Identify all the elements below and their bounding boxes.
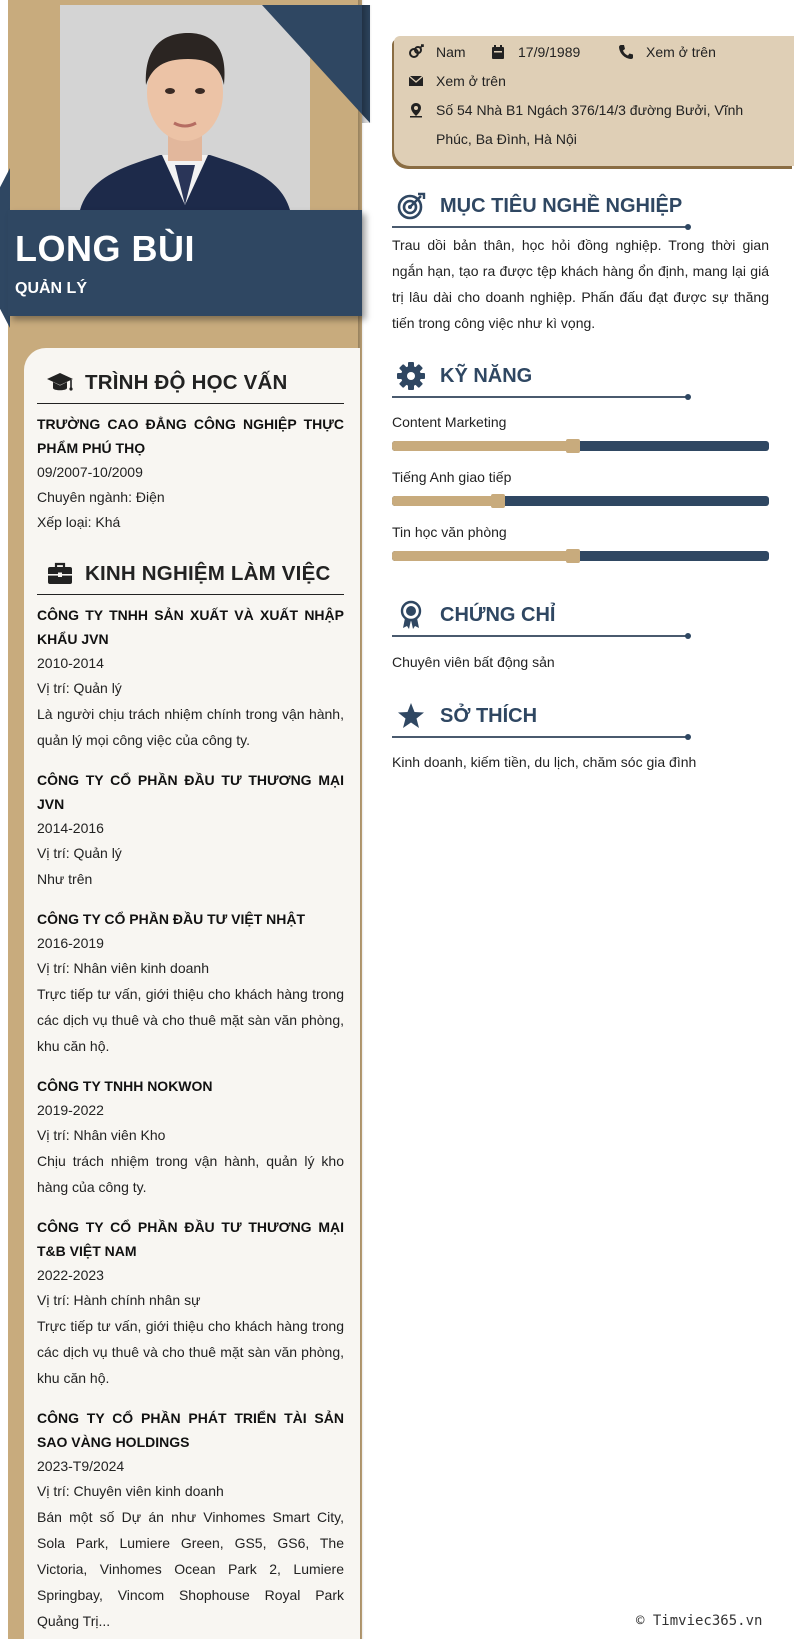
job-description: Trực tiếp tư vấn, giới thiệu cho khách hàng trong các dịch vụ thuê và cho thuê mặt sàn văn phòng, khu căn hộ. xyxy=(37,1318,344,1386)
email-row xyxy=(408,73,506,89)
job-company: CÔNG TY CỔ PHẦN ĐẦU TƯ VIỆT NHẬT xyxy=(37,911,306,927)
hobbies-section-heading xyxy=(392,700,692,738)
job-position: Vị trí: Quản lý xyxy=(37,680,122,696)
skill-name: Tin học văn phòng xyxy=(392,524,507,540)
skill-bar-knob xyxy=(566,549,580,563)
objective-divider xyxy=(392,226,688,228)
job-company: CÔNG TY TNHH SẢN XUẤT VÀ XUẤT NHẬP KHẨU JVN xyxy=(37,607,344,647)
job-description: Bán một số Dự án như Vinhomes Smart City, Sola Park, Lumiere Green, GS5, GS6, The Victoria, Vinhomes Ocean Park 2, Lumiere Springbay, Vincom Shophouse Royal Park Quảng Trị... xyxy=(37,1509,344,1629)
job-position: Vị trí: Hành chính nhân sự xyxy=(37,1292,201,1308)
experience-title: KINH NGHIỆM LÀM VIỆC xyxy=(85,561,331,585)
job-position: Vị trí: Nhân viên Kho xyxy=(37,1127,166,1143)
star-icon xyxy=(396,701,426,731)
skill-name: Tiếng Anh giao tiếp xyxy=(392,469,512,485)
phone-value: Xem ở trên xyxy=(646,44,716,60)
job-description: Chịu trách nhiệm trong vận hành, quản lý kho hàng của công ty. xyxy=(37,1153,344,1195)
experience-heading xyxy=(37,553,344,595)
job-description: Như trên xyxy=(37,871,93,887)
job-description: Là người chịu trách nhiệm chính trong vận hành, quản lý mọi công việc của công ty. xyxy=(37,706,344,748)
candidate-name: LONG BÙI xyxy=(15,228,195,269)
address-row xyxy=(408,102,743,118)
education-entry xyxy=(37,412,344,535)
gender-value: Nam xyxy=(436,44,466,60)
education-school: TRƯỜNG CAO ĐẲNG CÔNG NGHIỆP THỰC PHẨM PHÚ THỌ xyxy=(37,416,344,456)
job-position: Vị trí: Chuyên viên kinh doanh xyxy=(37,1483,224,1499)
certificates-section-heading xyxy=(392,599,692,637)
certificates-title: CHỨNG CHỈ xyxy=(440,603,556,626)
gender-icon xyxy=(408,44,424,60)
phone-icon xyxy=(618,44,634,60)
gear-icon xyxy=(396,361,426,391)
education-period: 09/2007-10/2009 xyxy=(37,464,143,480)
job-period: 2014-2016 xyxy=(37,820,104,836)
photo-corner-shadow xyxy=(362,5,372,123)
job-entry xyxy=(37,1215,344,1391)
certificates-divider xyxy=(392,635,688,637)
objective-section-heading xyxy=(392,190,692,228)
address-line-1: Số 54 Nhà B1 Ngách 376/14/3 đường Bưởi, Vĩnh xyxy=(436,102,744,118)
hobbies-title: SỞ THÍCH xyxy=(440,704,538,727)
name-banner xyxy=(8,210,362,316)
envelope-icon xyxy=(408,73,424,89)
job-entry xyxy=(37,768,344,892)
calendar-icon xyxy=(490,44,506,60)
graduation-cap-icon xyxy=(45,368,75,398)
skills-divider xyxy=(392,396,688,398)
skill-bar-fill xyxy=(392,551,573,561)
job-company: CÔNG TY CỔ PHẦN ĐẦU TƯ THƯƠNG MẠI JVN xyxy=(37,772,344,812)
skill-name: Content Marketing xyxy=(392,414,507,430)
avatar-illustration xyxy=(60,5,310,210)
skill-bar xyxy=(392,551,769,561)
skill-bar xyxy=(392,441,769,451)
hobbies-divider xyxy=(392,736,688,738)
skills-title: KỸ NĂNG xyxy=(440,364,533,387)
footer-watermark: © Timviec365.vn xyxy=(636,1613,763,1629)
education-heading xyxy=(37,362,344,404)
job-company: CÔNG TY TNHH NOKWON xyxy=(37,1078,213,1094)
education-grade: Xếp loại: Khá xyxy=(37,514,121,530)
gender-row xyxy=(408,44,466,60)
address-line-2: Phúc, Ba Đình, Hà Nội xyxy=(436,131,577,147)
job-company: CÔNG TY CỔ PHẦN PHÁT TRIỂN TÀI SẢN SAO VÀNG HOLDINGS xyxy=(37,1410,344,1450)
certificate-item: Chuyên viên bất động sản xyxy=(392,654,555,670)
profile-photo xyxy=(60,5,310,210)
left-content-panel xyxy=(24,348,360,1639)
objective-text: Trau dồi bản thân, học hỏi đồng nghiệp. Trong thời gian ngắn hạn, tạo ra được tệp khách hàng ổn định, mang lại giá trị lâu dài cho doanh nghiệp. Phấn đấu đạt được sự thăng tiến trong công việc như kì vọng. xyxy=(392,237,769,331)
job-entry xyxy=(37,1406,344,1634)
candidate-role: QUẢN LÝ xyxy=(15,280,87,297)
job-period: 2022-2023 xyxy=(37,1267,104,1283)
skill-bar-knob xyxy=(491,494,505,508)
objective-title: MỤC TIÊU NGHỀ NGHIỆP xyxy=(440,194,683,217)
address-row-2 xyxy=(436,131,577,147)
job-company: CÔNG TY CỔ PHẦN ĐẦU TƯ THƯƠNG MẠI T&B VIỆT NAM xyxy=(37,1219,344,1259)
job-description: Trực tiếp tư vấn, giới thiệu cho khách hàng trong các dịch vụ thuê và cho thuê mặt sàn văn phòng, khu căn hộ. xyxy=(37,986,344,1054)
job-period: 2019-2022 xyxy=(37,1102,104,1118)
skill-bar-fill xyxy=(392,441,573,451)
email-value: Xem ở trên xyxy=(436,73,506,89)
skill-bar-knob xyxy=(566,439,580,453)
job-entry xyxy=(37,603,344,753)
contact-info-card xyxy=(394,36,794,166)
skills-section-heading xyxy=(392,360,692,398)
target-icon xyxy=(396,191,426,221)
hobbies-text: Kinh doanh, kiếm tiền, du lịch, chăm sóc gia đình xyxy=(392,754,697,770)
location-pin-icon xyxy=(408,102,424,118)
phone-row xyxy=(618,44,716,60)
job-entry xyxy=(37,907,344,1059)
skill-bar-fill xyxy=(392,496,498,506)
briefcase-icon xyxy=(45,559,75,589)
job-entry xyxy=(37,1074,344,1200)
education-title: TRÌNH ĐỘ HỌC VẤN xyxy=(85,370,288,394)
award-ribbon-icon xyxy=(396,600,426,630)
job-period: 2023-T9/2024 xyxy=(37,1458,125,1474)
job-period: 2016-2019 xyxy=(37,935,104,951)
education-major: Chuyên ngành: Điện xyxy=(37,489,165,505)
job-period: 2010-2014 xyxy=(37,655,104,671)
birthday-row xyxy=(490,44,580,60)
birthday-value: 17/9/1989 xyxy=(518,44,581,60)
skill-bar xyxy=(392,496,769,506)
job-position: Vị trí: Nhân viên kinh doanh xyxy=(37,960,209,976)
job-position: Vị trí: Quản lý xyxy=(37,845,122,861)
